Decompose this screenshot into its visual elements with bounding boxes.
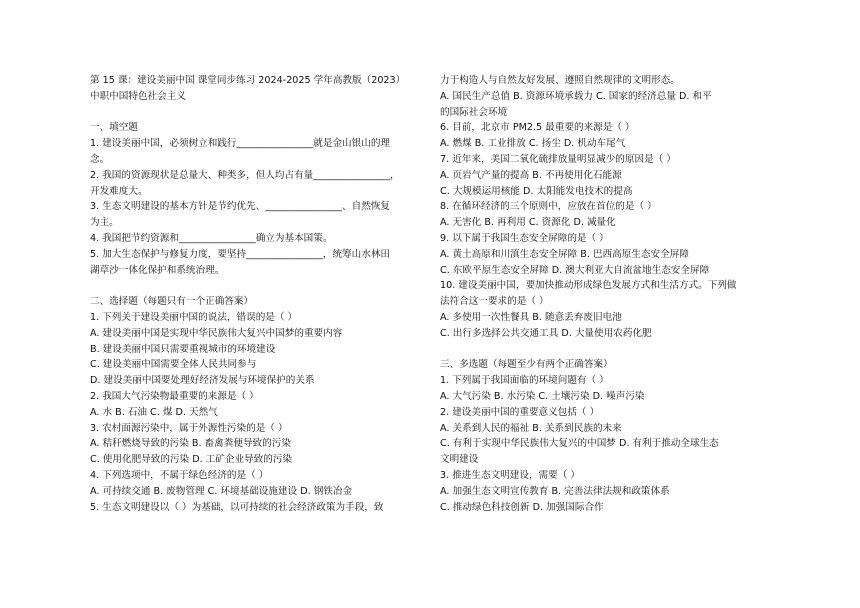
choice-question-6: 6. 目前，北京市 PM2.5 最重要的来源是（ ） (440, 122, 635, 134)
choice-options: A. 国民生产总值 B. 资源环境承载力 C. 国家的经济总量 D. 和平 (440, 90, 712, 102)
multi-options: A. 关系到人民的福祉 B. 关系到民族的未来 (440, 422, 622, 434)
multi-question-1: 1. 下列属于我国面临的环境问题有（ ） (440, 375, 609, 387)
multi-options: C. 有利于实现中华民族伟大复兴的中国梦 D. 有利于推动全球生态 (440, 438, 719, 450)
choice-question-8: 8. 在循环经济的三个原则中，应放在首位的是（ ） (440, 201, 657, 213)
fill-question-5: 5. 加大生态保护与修复力度，要坚持________________，统筹山水林田 (90, 248, 391, 260)
choice-options: A. 无害化 B. 再利用 C. 资源化 D. 减量化 (440, 217, 616, 229)
multi-options: A. 大气污染 B. 水污染 C. 土壤污染 D. 噪声污染 (440, 390, 645, 402)
section-heading-fill-blank: 一、填空题 (90, 122, 138, 134)
multi-options-cont: 文明建设 (440, 454, 479, 466)
choice-question-7: 7. 近年来，美国二氧化硫排放量明显减少的原因是（ ） (440, 153, 676, 165)
doc-title-line-1: 第 15 课：建设美丽中国 课堂同步练习 2024-2025 学年高教版（2023） (90, 75, 406, 86)
right-column (440, 73, 775, 515)
choice-options: C. 出行多选择公共交通工具 D. 大量使用农药化肥 (440, 327, 652, 339)
doc-title-line-2: 中职中国特色社会主义 (90, 90, 186, 102)
multi-options: C. 推动绿色科技创新 D. 加强国际合作 (440, 501, 604, 513)
choice-question-10: 10. 建设美丽中国，要加快推动形成绿色发展方式和生活方式。下列做 (440, 280, 737, 292)
choice-question-4: 4. 下列选项中，不属于绿色经济的是（ ） (90, 469, 269, 481)
choice-option: A. 建设美丽中国是实现中华民族伟大复兴中国梦的重要内容 (90, 327, 343, 339)
spacer (90, 105, 427, 121)
choice-question-9: 9. 以下属于我国生态安全屏障的是（ ） (440, 232, 609, 244)
multi-question-3: 3. 推进生态文明建设，需要（ ） (440, 469, 580, 481)
choice-question-3: 3. 农村面源污染中，属于外源性污染的是（ ） (90, 422, 288, 434)
section-heading-single-choice: 二、选择题（每题只有一个正确答案） (90, 296, 254, 308)
choice-options: A. 页岩气产量的提高 B. 不再使用化石能源 (440, 169, 622, 181)
choice-options: C. 大规模运用核能 D. 太阳能发电技术的提高 (440, 185, 633, 197)
multi-options: A. 加强生态文明宣传教育 B. 完善法律法规和政策体系 (440, 485, 670, 497)
choice-option: D. 建设美丽中国要处理好经济发展与环境保护的关系 (90, 375, 315, 387)
spacer (90, 278, 427, 294)
choice-options: A. 可持续交通 B. 废物管理 C. 环境基础设施建设 D. 钢铁冶金 (90, 485, 353, 497)
choice-options-cont: 的国际社会环境 (440, 106, 508, 118)
choice-options: A. 多使用一次性餐具 B. 随意丢弃废旧电池 (440, 311, 622, 323)
choice-options: A. 黄土高原和川滇生态安全屏障 B. 巴西高原生态安全屏障 (440, 248, 689, 260)
spacer (440, 342, 775, 358)
choice-question-5: 5. 生态文明建设以（ ）为基础，以可持续的社会经济政策为手段，致 (90, 501, 384, 513)
fill-question-2: 2. 我国的资源现状是总量大、种类多，但人均占有量________________， (90, 169, 400, 181)
left-column (90, 73, 427, 515)
fill-question-1: 1. 建设美丽中国，必须树立和践行________________就是金山银山的理 (90, 138, 391, 150)
choice-question-1: 1. 下列关于建设美丽中国的说法，错误的是（ ） (90, 311, 298, 323)
fill-question-3-cont: 为主。 (90, 217, 119, 229)
fill-question-4: 4. 我国把节约资源和________________确立为基本国策。 (90, 232, 333, 244)
choice-options: C. 使用化肥导致的污染 D. 工矿企业导致的污染 (90, 454, 293, 466)
multi-question-2: 2. 建设美丽中国的重要意义包括（ ） (440, 406, 600, 418)
choice-options: A. 水 B. 石油 C. 煤 D. 天然气 (90, 406, 218, 418)
choice-options: A. 燃煤 B. 工业排放 C. 扬尘 D. 机动车尾气 (440, 138, 626, 150)
fill-question-2-cont: 开发难度大。 (90, 185, 148, 197)
choice-question-5-cont: 力于构造人与自然友好发展、遵照自然规律的文明形态。 (440, 75, 680, 86)
fill-question-1-cont: 念。 (90, 153, 110, 165)
choice-option: B. 建设美丽中国只需要重视城市的环境建设 (90, 343, 276, 355)
fill-question-5-cont: 湖草沙一体化保护和系统治理。 (90, 264, 225, 276)
section-heading-multi-choice: 三、多选题（每题至少有两个正确答案） (440, 359, 613, 371)
choice-options: A. 秸秆燃烧导致的污染 B. 畜禽粪便导致的污染 (90, 438, 291, 450)
choice-question-2: 2. 我国大气污染物最重要的来源是（ ） (90, 390, 259, 402)
choice-option: C. 建设美丽中国需要全体人民共同参与 (90, 359, 257, 371)
choice-options: C. 东欧平原生态安全屏障 D. 澳大利亚大自流盆地生态安全屏障 (440, 264, 710, 276)
choice-question-10-cont: 法符合这一要求的是（ ） (440, 296, 549, 308)
fill-question-3: 3. 生态文明建设的基本方针是节约优先、________________、自然恢复 (90, 201, 391, 213)
